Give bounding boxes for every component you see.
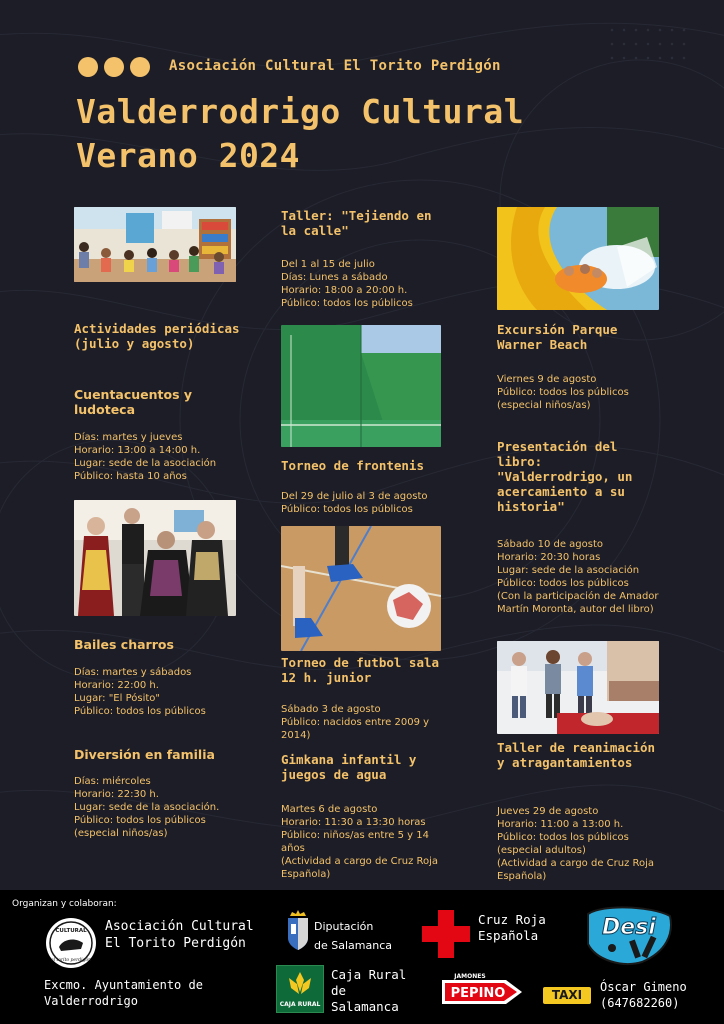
detail-line: Lugar: sede de la asociación bbox=[74, 458, 217, 469]
detail-line: Horario: 18:00 a 20:00 h. bbox=[281, 285, 408, 296]
diputacion-crest-icon bbox=[286, 908, 310, 952]
title-line-2: Verano 2024 bbox=[76, 136, 301, 175]
libro-title: Presentación del libro: "Valderrodrigo, un acercamiento a su historia" bbox=[497, 439, 633, 514]
association-logo bbox=[45, 917, 97, 969]
detail-line: Días: Lunes a sábado bbox=[281, 272, 388, 283]
detail-line: Público: todos los públicos bbox=[497, 387, 629, 398]
cruz-roja-name: Cruz Roja Española bbox=[478, 912, 546, 943]
jamones-pepino-logo bbox=[440, 972, 524, 1006]
detail-line: Público: todos los públicos bbox=[497, 832, 629, 843]
detail-line: (Actividad a cargo de Cruz Roja Española) bbox=[497, 858, 655, 882]
reanimacion-details bbox=[497, 805, 659, 883]
ayuntamiento-name: Excmo. Ayuntamiento de Valderrodrigo bbox=[44, 978, 203, 1008]
seal-bottom-text: el torito perdigón bbox=[50, 958, 92, 963]
sponsors-footer bbox=[0, 890, 724, 1024]
detail-line: Sábado 10 de agosto bbox=[497, 539, 604, 550]
detail-line: Del 29 de julio al 3 de agosto bbox=[281, 491, 428, 502]
desi-logo-text: Desi bbox=[602, 915, 656, 940]
detail-line: (Con la participación de Amador Martín Moronta, autor del libro) bbox=[497, 591, 659, 615]
detail-line: Público: todos los públicos bbox=[281, 504, 413, 515]
detail-line: Lugar: sede de la asociación. bbox=[74, 802, 220, 813]
taxi-name: Óscar Gimeno bbox=[600, 980, 687, 994]
detail-line: Días: miércoles bbox=[74, 776, 151, 787]
detail-line: Horario: 13:00 a 14:00 h. bbox=[74, 445, 201, 456]
frontenis-details bbox=[281, 490, 451, 516]
detail-line: (especial niños/as) bbox=[74, 828, 168, 839]
excursion-title: Excursión Parque Warner Beach bbox=[497, 322, 618, 352]
detail-line: Viernes 9 de agosto bbox=[497, 374, 597, 385]
bailes-title: Bailes charros bbox=[74, 637, 174, 652]
pepino-top-text: JAMONES bbox=[454, 973, 486, 980]
detail-line: (especial niños/as) bbox=[497, 400, 591, 411]
detail-line: Lugar: "El Pósito" bbox=[74, 693, 160, 704]
detail-line: Lugar: sede de la asociación bbox=[497, 565, 640, 576]
caja-rural-name: Caja Rural de Salamanca bbox=[331, 967, 407, 1014]
taxi-sign-text: TAXI bbox=[551, 988, 583, 1002]
detail-line: Días: martes y jueves bbox=[74, 432, 183, 443]
detail-line: Público: todos los públicos bbox=[497, 578, 629, 589]
decorative-dots bbox=[78, 57, 150, 77]
dot-1 bbox=[78, 57, 98, 77]
detail-line: (Actividad a cargo de Cruz Roja Española) bbox=[281, 856, 439, 880]
column-3 bbox=[497, 207, 667, 882]
detail-line: Jueves 29 de agosto bbox=[497, 806, 599, 817]
classroom-photo bbox=[74, 207, 236, 282]
cuentacuentos-details bbox=[74, 431, 244, 483]
association-footer-name: Asociación Cultural El Torito Perdigón bbox=[105, 919, 254, 951]
taxi-sign-icon bbox=[543, 987, 591, 1004]
detail-line: Días: martes y sábados bbox=[74, 667, 192, 678]
futbol-details bbox=[281, 703, 441, 742]
diputacion-line-2: de Salamanca bbox=[314, 939, 392, 952]
taller-details bbox=[281, 258, 451, 310]
title-line-1: Valderrodrigo Cultural bbox=[76, 92, 525, 131]
dancers-photo bbox=[74, 500, 236, 616]
page-title bbox=[76, 90, 524, 178]
bailes-details bbox=[74, 666, 244, 718]
detail-line: Horario: 11:00 a 13:00 h. bbox=[497, 819, 624, 830]
dot-3 bbox=[130, 57, 150, 77]
detail-line: Público: niños/as entre 5 y 14 años bbox=[281, 830, 429, 854]
caja-rural-logo-text: CAJA RURAL bbox=[279, 1001, 321, 1008]
libro-details bbox=[497, 538, 659, 616]
detail-line: (especial adultos) bbox=[497, 845, 586, 856]
first-aid-photo bbox=[497, 641, 659, 734]
futbol-title: Torneo de futbol sala 12 h. junior bbox=[281, 655, 440, 685]
pepino-text: PEPINO bbox=[450, 986, 506, 1001]
activities-title: Actividades periódicas (julio y agosto) bbox=[74, 321, 240, 351]
taxi-phone: (647682260) bbox=[600, 996, 680, 1010]
reanimacion-title: Taller de reanimación y atragantamientos bbox=[497, 740, 656, 770]
detail-line: Horario: 22:00 h. bbox=[74, 680, 159, 691]
futsal-photo bbox=[281, 526, 441, 651]
detail-line: Público: todos los públicos bbox=[281, 298, 413, 309]
detail-line: Público: nacidos entre 2009 y 2014) bbox=[281, 717, 430, 741]
gimkana-title: Gimkana infantil y juegos de agua bbox=[281, 752, 417, 782]
detail-line: Público: hasta 10 años bbox=[74, 471, 187, 482]
excursion-details bbox=[497, 373, 667, 412]
seal-top-text: CULTURAL bbox=[55, 928, 87, 934]
red-cross-icon bbox=[422, 910, 470, 958]
frontenis-title: Torneo de frontenis bbox=[281, 458, 424, 473]
detail-line: Martes 6 de agosto bbox=[281, 804, 378, 815]
detail-line: Horario: 20:30 horas bbox=[497, 552, 601, 563]
organizers-label: Organizan y colaboran: bbox=[12, 899, 117, 909]
frontenis-court-photo bbox=[281, 325, 441, 447]
caja-rural-logo bbox=[276, 965, 324, 1013]
familia-title: Diversión en familia bbox=[74, 747, 215, 762]
column-1 bbox=[74, 207, 244, 839]
familia-details bbox=[74, 775, 244, 840]
desi-logo bbox=[582, 904, 676, 968]
detail-line: Público: todos los públicos bbox=[74, 706, 206, 717]
association-name: Asociación Cultural El Torito Perdigón bbox=[169, 58, 501, 74]
taller-title: Taller: "Tejiendo en la calle" bbox=[281, 208, 432, 238]
diputacion-text bbox=[314, 917, 392, 955]
detail-line: Público: todos los públicos bbox=[74, 815, 206, 826]
gimkana-details bbox=[281, 803, 441, 881]
water-park-photo bbox=[497, 207, 659, 310]
detail-line: Horario: 11:30 a 13:30 horas bbox=[281, 817, 426, 828]
detail-line: Del 1 al 15 de julio bbox=[281, 259, 375, 270]
detail-line: Horario: 22:30 h. bbox=[74, 789, 159, 800]
detail-line: Sábado 3 de agosto bbox=[281, 704, 381, 715]
dot-2 bbox=[104, 57, 124, 77]
diputacion-line-1: Diputación bbox=[314, 920, 374, 933]
taxi-owner bbox=[600, 979, 720, 1011]
cuentacuentos-title: Cuentacuentos y ludoteca bbox=[74, 387, 193, 417]
